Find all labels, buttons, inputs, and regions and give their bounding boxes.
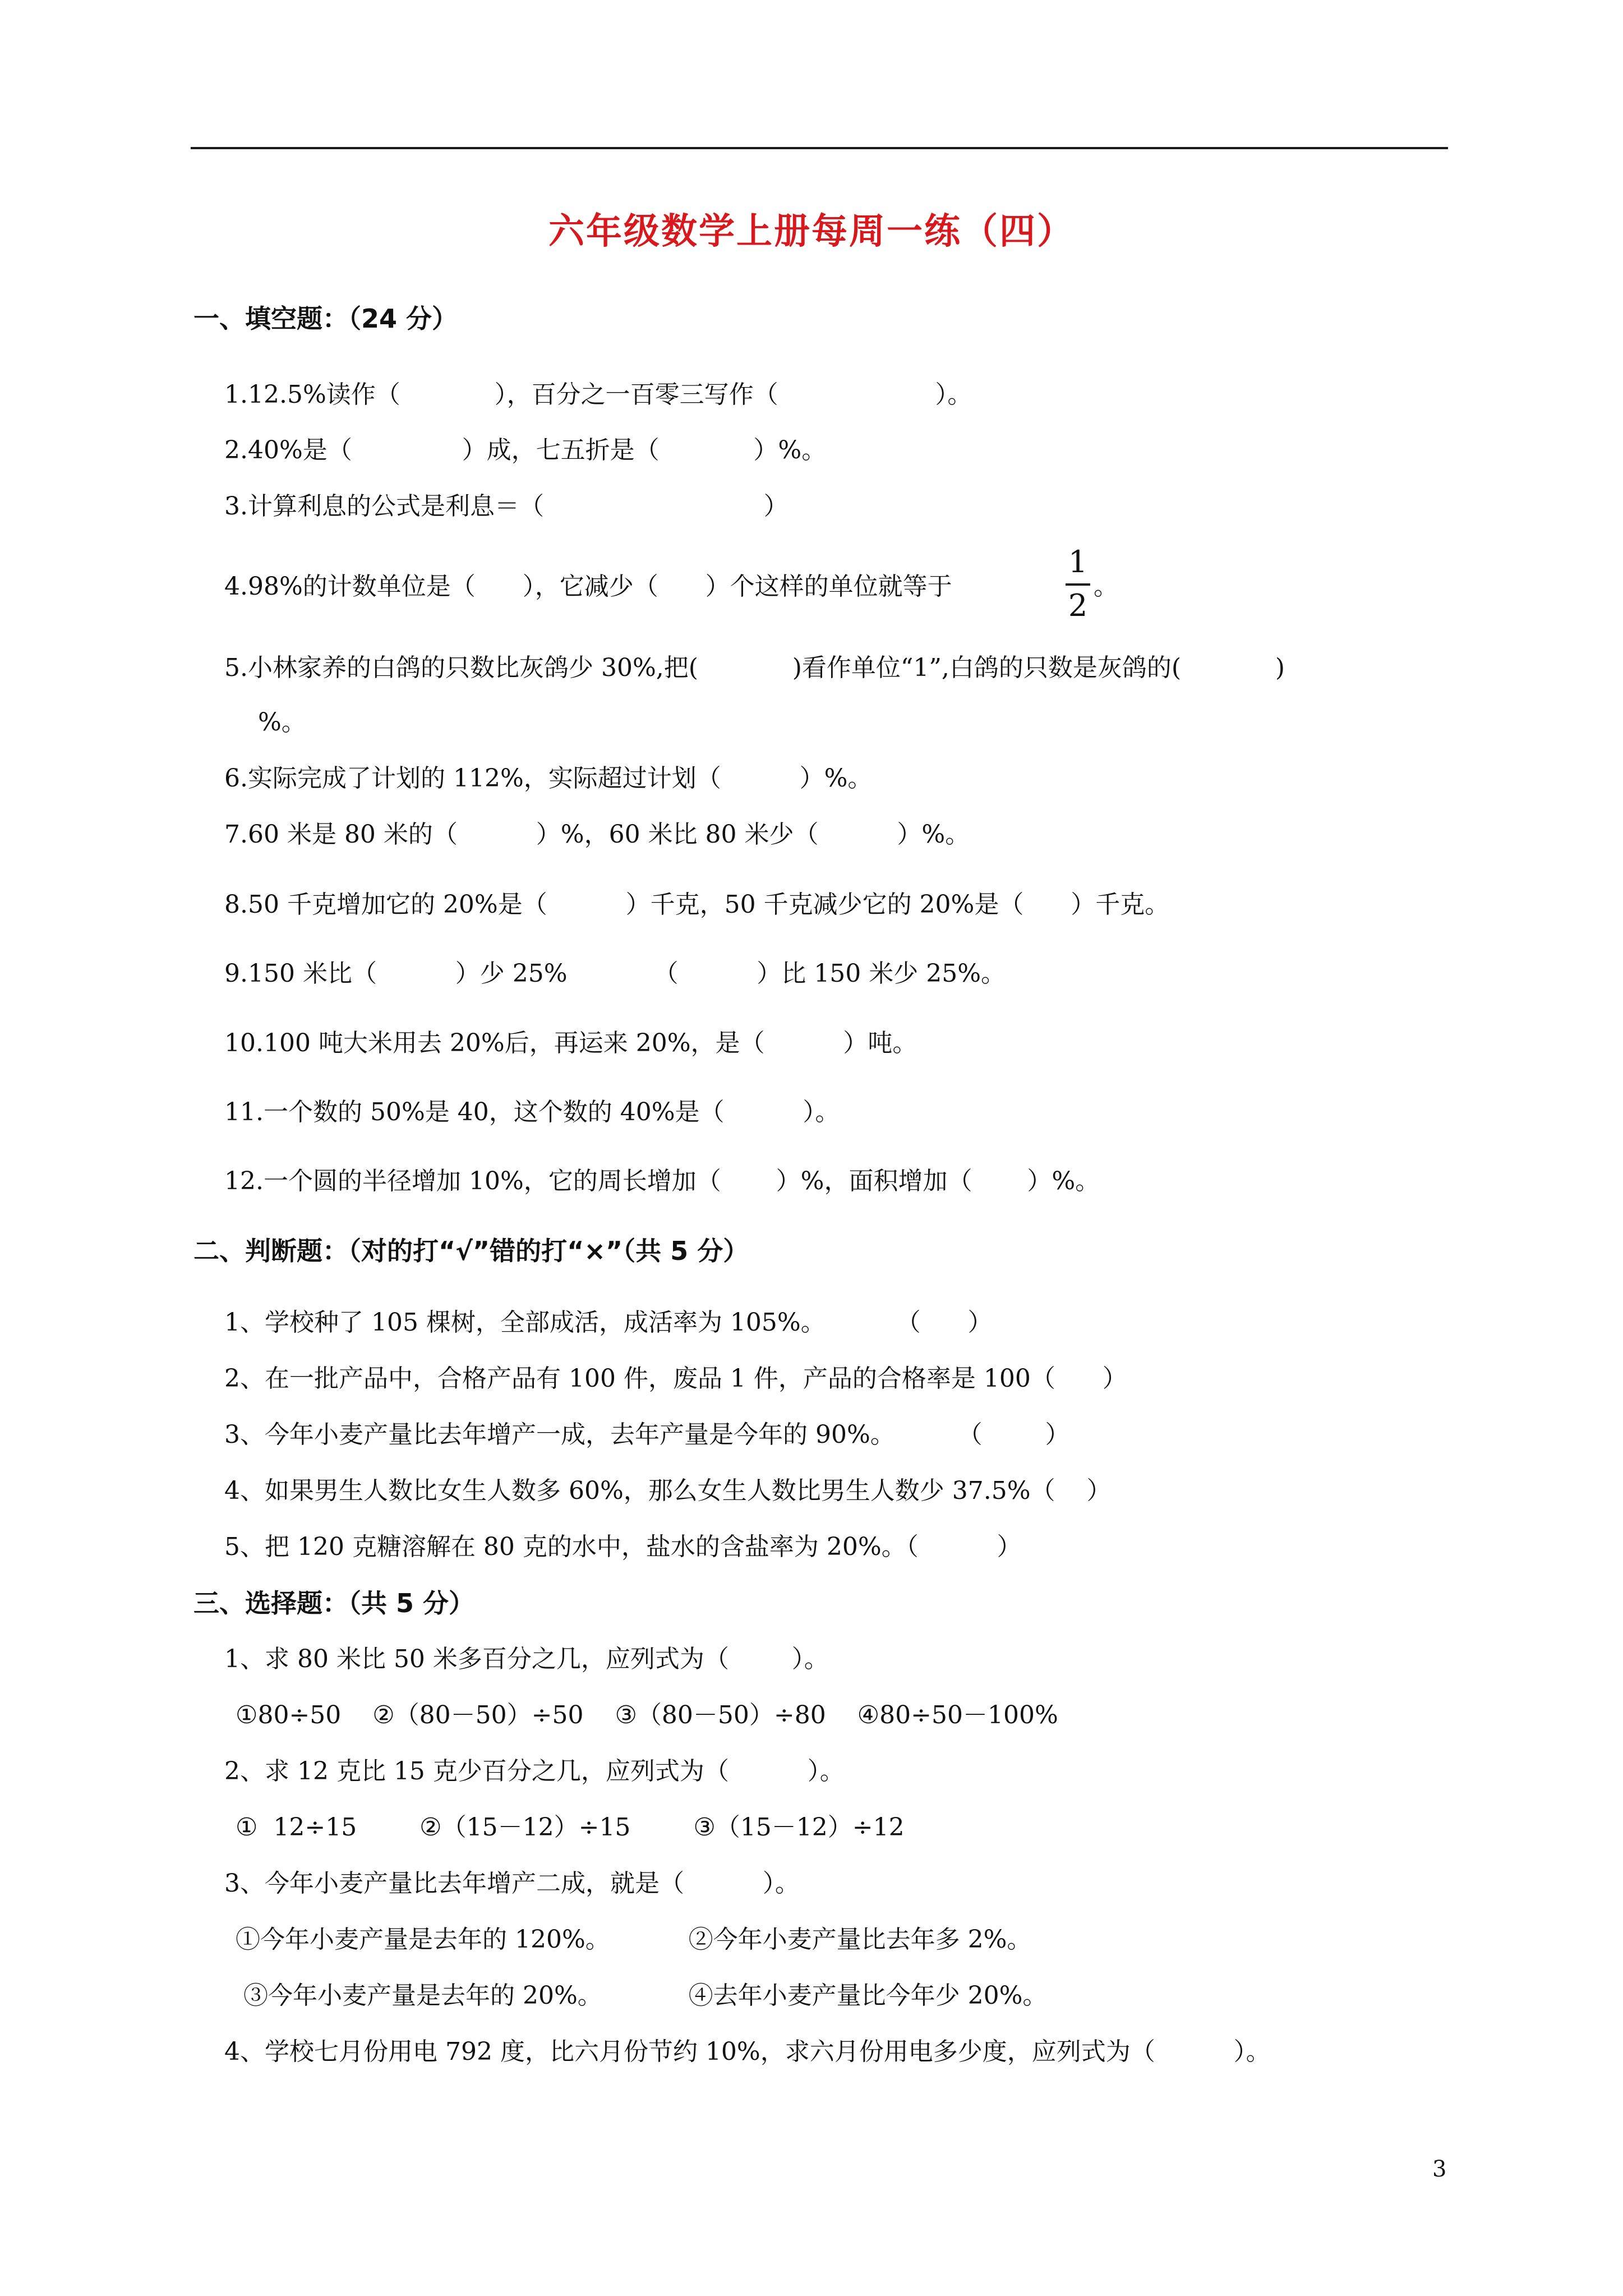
- question-3-3-options-a: ①今年小麦产量是去年的 120%。 ②今年小麦产量比去年多 2%。: [236, 1925, 1032, 1954]
- question-1-11: 11.一个数的 50%是 40，这个数的 40%是（ ）。: [224, 1098, 840, 1126]
- question-1-5: 5.小林家养的白鸽的只数比灰鸽少 30%,把( )看作单位“1”,白鸽的只数是灰鸽的( ): [224, 654, 1285, 682]
- question-1-10: 10.100 吨大米用去 20%后，再运来 20%，是（ ）吨。: [224, 1029, 917, 1057]
- question-2-2: 2、在一批产品中，合格产品有 100 件，废品 1 件，产品的合格率是 100（ ）: [224, 1364, 1127, 1393]
- question-1-2: 2.40%是（ ）成，七五折是（ ）%。: [224, 436, 827, 464]
- question-1-9: 9.150 米比（ ）少 25% （ ）比 150 米少 25%。: [224, 959, 1006, 988]
- section-heading-true-false: 二、判断题：（对的打“√”错的打“×”（共 5 分）: [193, 1236, 749, 1266]
- question-3-3: 3、今年小麦产量比去年增产二成，就是（ ）。: [224, 1869, 800, 1898]
- header-rule: [191, 147, 1448, 149]
- fraction-denominator: 2: [1068, 588, 1088, 623]
- question-3-2: 2、求 12 克比 15 克少百分之几，应列式为（ ）。: [224, 1757, 845, 1786]
- question-1-7: 7.60 米是 80 米的（ ）%，60 米比 80 米少（ ）%。: [224, 820, 970, 849]
- question-1-4-end: 。: [1094, 572, 1118, 601]
- question-2-1: 1、学校种了 105 棵树，全部成活，成活率为 105%。 （ ）: [224, 1308, 993, 1337]
- question-1-4: 4.98%的计数单位是（ ），它减少（ ）个这样的单位就等于: [224, 572, 952, 601]
- question-3-3-options-b: ③今年小麦产量是去年的 20%。 ④去年小麦产量比今年少 20%。: [236, 1981, 1048, 2010]
- question-3-4: 4、学校七月份用电 792 度，比六月份节约 10%，求六月份用电多少度，应列式为（ ）。: [224, 2037, 1271, 2066]
- section-heading-multiple-choice: 三、选择题：（共 5 分）: [193, 1588, 475, 1618]
- fraction-bar: [1066, 583, 1090, 586]
- question-1-6: 6.实际完成了计划的 112%，实际超过计划（ ）%。: [224, 764, 873, 793]
- question-1-1: 1.12.5%读作（ ），百分之一百零三写作（ ）。: [224, 380, 972, 409]
- section-heading-fill-in: 一、填空题：（24 分）: [193, 303, 458, 334]
- question-1-5-continued: %。: [258, 708, 306, 737]
- question-1-3: 3.计算利息的公式是利息＝（ ）: [224, 492, 789, 521]
- question-3-1-options: ①80÷50 ②（80－50）÷50 ③（80－50）÷80 ④80÷50－100%: [236, 1701, 1058, 1729]
- question-3-2-options: ① 12÷15 ②（15－12）÷15 ③（15－12）÷12: [236, 1813, 905, 1842]
- question-2-5: 5、把 120 克糖溶解在 80 克的水中，盐水的含盐率为 20%。（ ）: [224, 1533, 1022, 1561]
- question-2-3: 3、今年小麦产量比去年增产一成，去年产量是今年的 90%。 （ ）: [224, 1420, 1070, 1449]
- page-number: 3: [1432, 2156, 1447, 2182]
- page-title: 六年级数学上册每周一练（四）: [548, 211, 1075, 252]
- question-1-12: 12.一个圆的半径增加 10%，它的周长增加（ ）%，面积增加（ ）%。: [224, 1167, 1100, 1195]
- fraction-numerator: 1: [1068, 544, 1088, 579]
- question-1-8: 8.50 千克增加它的 20%是（ ）千克，50 千克减少它的 20%是（ ）千克。: [224, 890, 1170, 919]
- question-2-4: 4、如果男生人数比女生人数多 60%，那么女生人数比男生人数少 37.5%（ ）: [224, 1476, 1112, 1505]
- question-3-1: 1、求 80 米比 50 米多百分之几，应列式为（ ）。: [224, 1645, 829, 1673]
